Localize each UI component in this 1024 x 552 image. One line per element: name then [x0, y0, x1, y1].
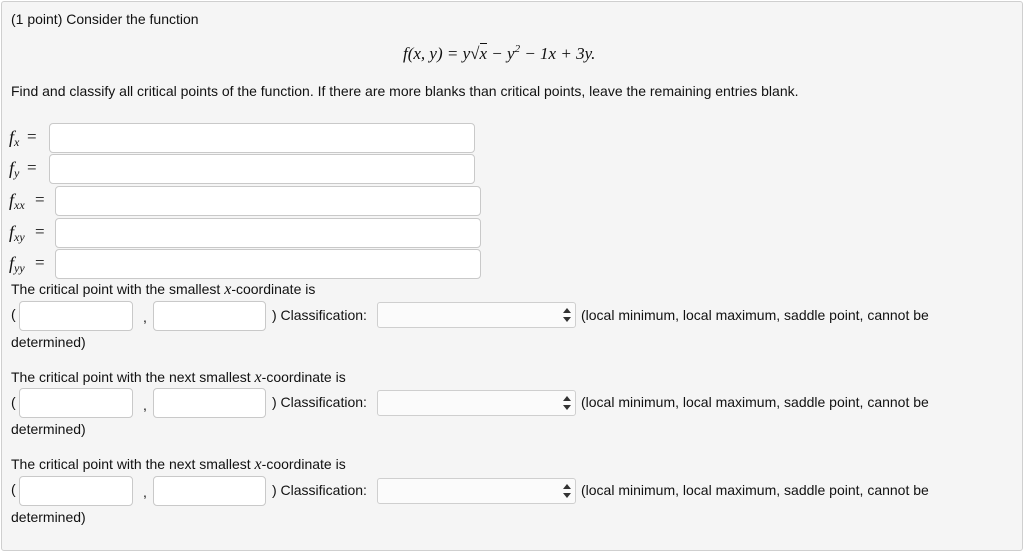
critical-point-2-heading: The critical point with the next smallest x-coordinate is	[11, 369, 346, 386]
fxy-input[interactable]	[55, 218, 481, 248]
problem-points-label: (1 point) Consider the function	[11, 11, 199, 27]
cp3-x-input[interactable]	[19, 476, 133, 506]
cp3-classification-select[interactable]	[377, 478, 576, 504]
cp3-options-note: (local minimum, local maximum, saddle point, cannot be	[581, 482, 929, 498]
cp2-options-note-cont: determined)	[11, 421, 86, 437]
cp2-classification-select[interactable]	[377, 390, 576, 416]
label-fy: $f_y$	[9, 158, 20, 180]
select-arrows-icon	[562, 482, 572, 500]
cp3-comma: ,	[143, 484, 147, 500]
cp1-y-input[interactable]	[153, 301, 266, 331]
cp1-classification-label: ) Classification:	[272, 307, 367, 323]
cp1-classification-select[interactable]	[377, 302, 576, 328]
equals-fy: =	[27, 158, 37, 177]
cp2-y-input[interactable]	[153, 388, 266, 418]
select-arrows-icon	[562, 306, 572, 324]
equals-fxy: =	[35, 222, 45, 241]
label-fxy: $f_{xy}$	[9, 222, 25, 244]
formula-tail: − 1x + 3y.	[520, 44, 596, 63]
critical-point-3-heading: The critical point with the next smallest x-coordinate is	[11, 456, 346, 473]
cp2-options-note: (local minimum, local maximum, saddle point, cannot be	[581, 394, 929, 410]
equals-fyy: =	[35, 253, 45, 272]
cp3-classification-label: ) Classification:	[272, 482, 367, 498]
cp2-x-input[interactable]	[19, 388, 133, 418]
equals-fxx: =	[35, 190, 45, 209]
select-arrows-icon	[562, 394, 572, 412]
cp1-options-note-cont: determined)	[11, 334, 86, 350]
fyy-input[interactable]	[55, 249, 481, 279]
critical-point-1-heading: The critical point with the smallest x-coordinate is	[11, 281, 316, 298]
fy-input[interactable]	[49, 154, 475, 184]
cp3-y-input[interactable]	[153, 476, 266, 506]
cp3-options-note-cont: determined)	[11, 509, 86, 525]
formula-exponent: 2	[514, 43, 521, 55]
formula-lhs: f(x, y) =	[403, 44, 463, 63]
fx-input[interactable]	[49, 123, 475, 153]
instruction-text: Find and classify all critical points of the function. If there are more blanks than critical points, leave the remaining entries blank.	[11, 83, 799, 99]
cp1-x-input[interactable]	[19, 301, 133, 331]
formula-radicand: x	[479, 44, 488, 63]
formula-rest: − y	[487, 44, 515, 63]
cp2-comma: ,	[143, 397, 147, 413]
cp2-classification-label: ) Classification:	[272, 394, 367, 410]
sqrt-sign: √	[470, 44, 480, 63]
label-fyy: $f_{yy}$	[9, 253, 25, 275]
label-fxx: $f_{xx}$	[9, 190, 25, 212]
cp2-open-paren: (	[11, 394, 16, 410]
cp1-open-paren: (	[11, 306, 16, 322]
formula-y: y	[462, 44, 471, 63]
cp1-options-note: (local minimum, local maximum, saddle point, cannot be	[581, 307, 929, 323]
function-formula	[403, 44, 595, 64]
label-fx: $f_x$	[9, 127, 20, 149]
cp1-comma: ,	[143, 309, 147, 325]
cp3-open-paren: (	[11, 481, 16, 497]
equals-fx: =	[27, 127, 37, 146]
fxx-input[interactable]	[55, 186, 481, 216]
